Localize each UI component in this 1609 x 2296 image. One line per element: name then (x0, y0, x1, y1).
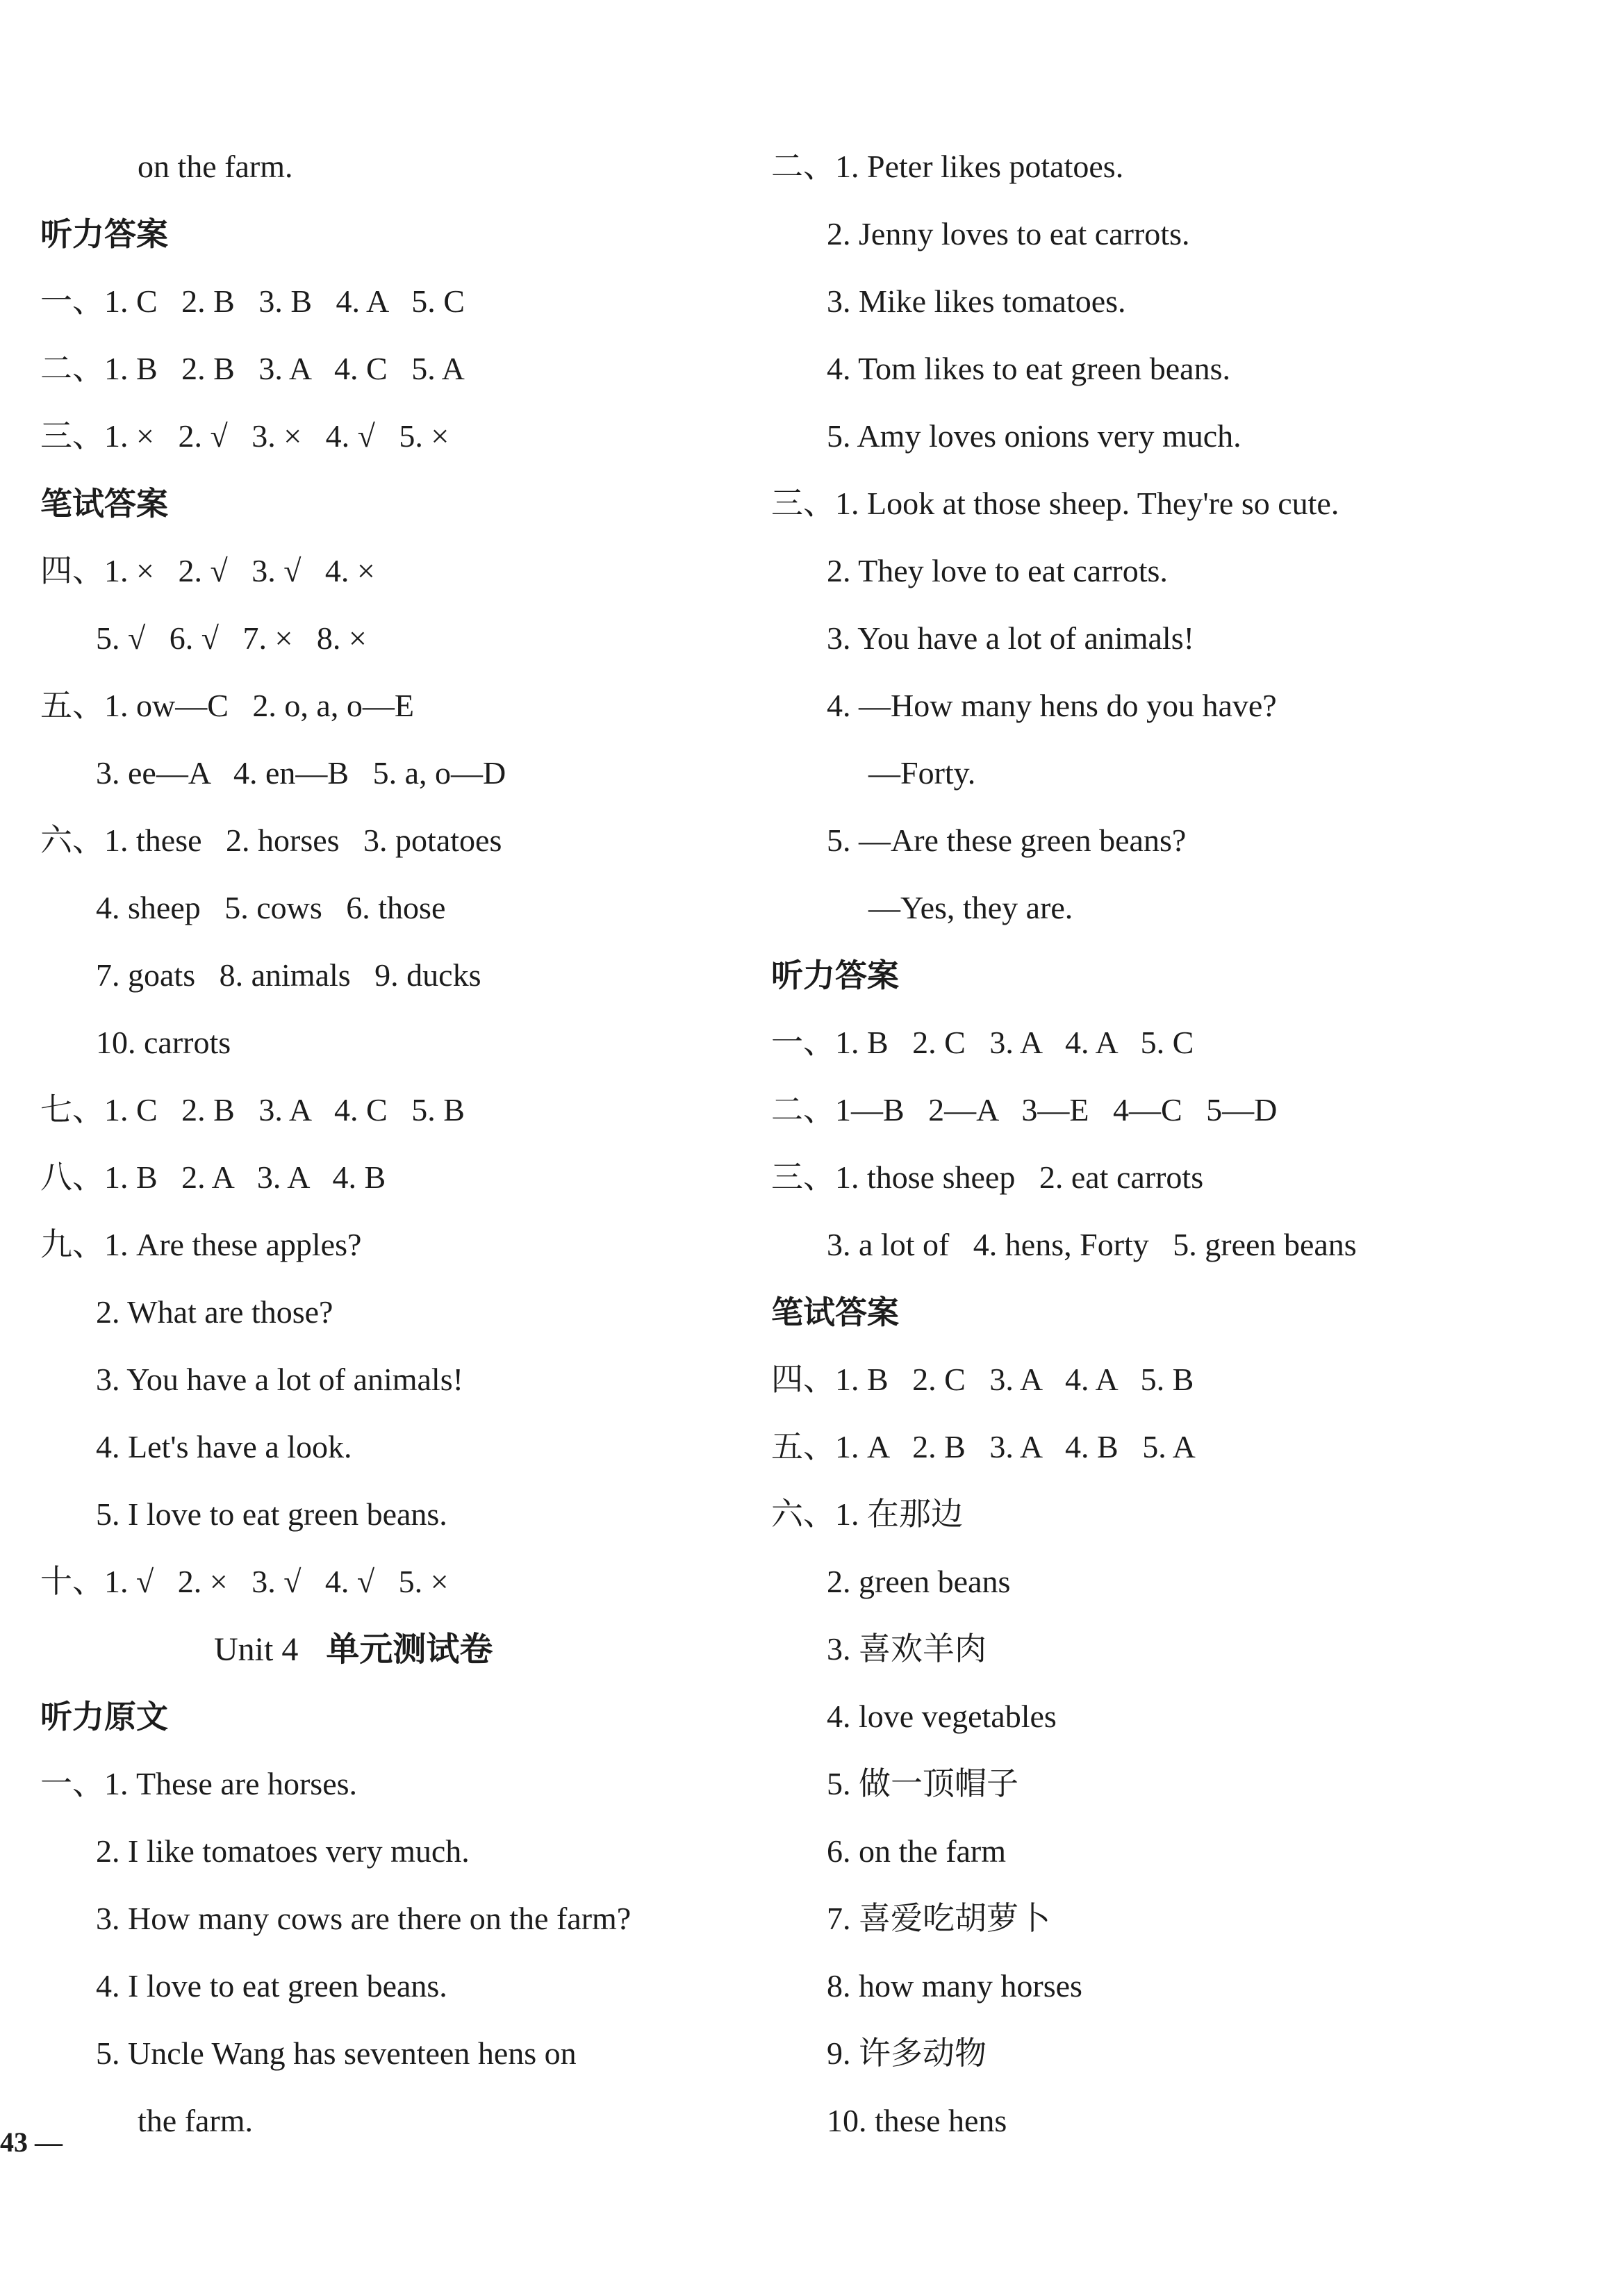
answer-line: 4. —How many hens do you have? (827, 688, 1277, 723)
section-heading: 听力原文 (40, 1698, 168, 1735)
answer-line: 六、1. 在那边 (771, 1496, 963, 1532)
answer-line: 3. You have a lot of animals! (827, 620, 1194, 656)
answer-line: 5. √ 6. √ 7. × 8. × (96, 620, 367, 656)
answer-line: 五、1. A 2. B 3. A 4. B 5. A (771, 1429, 1196, 1464)
answer-line: 3. You have a lot of animals! (96, 1362, 463, 1397)
answer-line: 三、1. Look at those sheep. They're so cute. (771, 486, 1339, 521)
section-heading: 笔试答案 (771, 1294, 899, 1331)
answer-line: 10. carrots (96, 1025, 231, 1060)
answer-line: —Yes, they are. (868, 890, 1073, 925)
answer-line: 5. Uncle Wang has seventeen hens on (96, 2035, 577, 2071)
answer-line: 六、1. these 2. horses 3. potatoes (40, 823, 502, 858)
answer-line: —Forty. (868, 755, 976, 791)
answer-line: 四、1. × 2. √ 3. √ 4. × (40, 553, 375, 588)
answer-line: 3. a lot of 4. hens, Forty 5. green beans (827, 1227, 1357, 1262)
answer-line: 一、1. These are horses. (40, 1766, 358, 1801)
answer-line: 7. 喜爱吃胡萝卜 (827, 1901, 1050, 1936)
answer-line: 2. What are those? (96, 1294, 333, 1330)
answer-line: 一、1. C 2. B 3. B 4. A 5. C (40, 283, 465, 319)
answer-line: 四、1. B 2. C 3. A 4. A 5. B (771, 1362, 1194, 1397)
answer-line: 3. ee—A 4. en—B 5. a, o—D (96, 755, 506, 791)
section-heading: 听力答案 (771, 957, 899, 994)
answer-line: 2. Jenny loves to eat carrots. (827, 216, 1190, 251)
answer-line: 一、1. B 2. C 3. A 4. A 5. C (771, 1025, 1194, 1060)
answer-line: 6. on the farm (827, 1833, 1007, 1869)
unit-title (40, 1628, 493, 1670)
answer-line: 8. how many horses (827, 1968, 1082, 2004)
answer-line: 三、1. × 2. √ 3. × 4. √ 5. × (40, 418, 449, 454)
answer-line: 5. 做一顶帽子 (827, 1766, 1018, 1801)
answer-line: 九、1. Are these apples? (40, 1227, 362, 1262)
answer-line: the farm. (138, 2103, 254, 2138)
answer-line: 十、1. √ 2. × 3. √ 4. √ 5. × (40, 1564, 449, 1599)
answer-line: 七、1. C 2. B 3. A 4. C 5. B (40, 1092, 465, 1128)
answer-line: on the farm. (138, 149, 293, 184)
answer-line: 2. green beans (827, 1564, 1011, 1599)
answer-line: 三、1. those sheep 2. eat carrots (771, 1159, 1204, 1195)
answer-line: 3. Mike likes tomatoes. (827, 283, 1126, 319)
answer-line: 4. Tom likes to eat green beans. (827, 351, 1230, 386)
answer-line: 4. love vegetables (827, 1699, 1057, 1734)
page-number: 43 — (0, 2126, 63, 2158)
answer-line: 二、1—B 2—A 3—E 4—C 5—D (771, 1092, 1278, 1128)
answer-line: 10. these hens (827, 2103, 1007, 2138)
answer-line: 2. I like tomatoes very much. (96, 1833, 470, 1869)
answer-line: 4. Let's have a look. (96, 1429, 352, 1464)
answer-line: 二、1. B 2. B 3. A 4. C 5. A (40, 351, 465, 386)
answer-line: 八、1. B 2. A 3. A 4. B (40, 1159, 386, 1195)
answer-line: 二、1. Peter likes potatoes. (771, 149, 1124, 184)
answer-line: 4. I love to eat green beans. (96, 1968, 447, 2004)
answer-line: 2. They love to eat carrots. (827, 553, 1168, 588)
answer-line: 5. Amy loves onions very much. (827, 418, 1241, 454)
answer-line: 五、1. ow—C 2. o, a, o—E (40, 688, 414, 723)
answer-line: 5. I love to eat green beans. (96, 1496, 447, 1532)
answer-line: 3. 喜欢羊肉 (827, 1631, 987, 1667)
unit-title-en: Unit 4 (214, 1631, 299, 1668)
answer-line: 7. goats 8. animals 9. ducks (96, 957, 481, 993)
unit-title-cn: 单元测试卷 (326, 1630, 493, 1669)
answer-line: 4. sheep 5. cows 6. those (96, 890, 446, 925)
section-heading: 听力答案 (40, 215, 168, 253)
answer-line: 5. —Are these green beans? (827, 823, 1187, 858)
answer-line: 3. How many cows are there on the farm? (96, 1901, 632, 1936)
section-heading: 笔试答案 (40, 485, 168, 522)
answer-line: 9. 许多动物 (827, 2035, 987, 2071)
